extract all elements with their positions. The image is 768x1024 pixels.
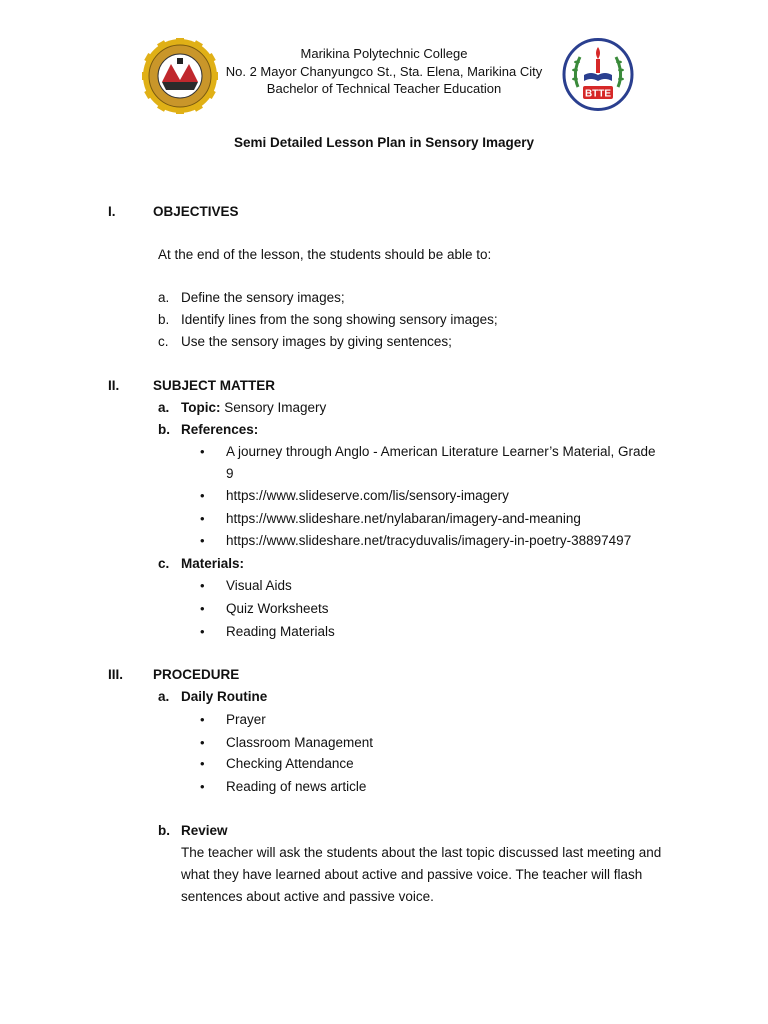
bullet-icon: •: [200, 624, 205, 639]
objective-text: Define the sensory images;: [181, 290, 345, 305]
references-letter: b.: [158, 422, 170, 437]
material-text: Reading Materials: [226, 624, 335, 639]
routine-item: [200, 779, 366, 794]
document-title: Semi Detailed Lesson Plan in Sensory Imagery: [233, 135, 535, 150]
reference-item: [200, 444, 656, 459]
college-name: Marikina Polytechnic College: [300, 46, 468, 61]
section-numeral-subject-matter: II.: [108, 378, 120, 393]
bullet-icon: •: [200, 601, 205, 616]
section-heading-subject-matter: SUBJECT MATTER: [153, 378, 276, 393]
objective-item: [158, 334, 452, 349]
materials-row: [158, 556, 244, 571]
materials-letter: c.: [158, 556, 170, 571]
objectives-intro: At the end of the lesson, the students should be able to:: [158, 247, 492, 262]
bullet-icon: •: [200, 533, 205, 548]
routine-item: [200, 756, 354, 771]
objective-item: [158, 312, 498, 327]
references-row: [158, 422, 258, 437]
routine-text: Reading of news article: [226, 779, 367, 794]
references-label: References:: [181, 422, 259, 437]
bullet-icon: •: [200, 488, 205, 503]
reference-link: https://www.slideshare.net/nylabaran/imagery-and-meaning: [226, 511, 581, 526]
reference-link: https://www.slideserve.com/lis/sensory-imagery: [226, 488, 509, 503]
objective-letter: c.: [158, 334, 169, 349]
bullet-icon: •: [200, 779, 205, 794]
reference-continuation: 9: [226, 466, 234, 481]
review-line: The teacher will ask the students about the last topic discussed last meeting and: [181, 845, 662, 860]
routine-text: Classroom Management: [226, 735, 374, 750]
routine-label: Daily Routine: [181, 689, 268, 704]
objective-letter: b.: [158, 312, 170, 327]
topic-row: [158, 400, 326, 415]
reference-link: https://www.slideshare.net/tracyduvalis/imagery-in-poetry-38897497: [226, 533, 632, 548]
daily-routine-row: [158, 689, 267, 704]
routine-text: Checking Attendance: [226, 756, 354, 771]
bullet-icon: •: [200, 511, 205, 526]
bullet-icon: •: [200, 712, 205, 727]
review-label: Review: [181, 823, 228, 838]
program-name: Bachelor of Technical Teacher Education: [266, 81, 502, 96]
bullet-icon: •: [200, 756, 205, 771]
topic-label: Topic:: [181, 400, 221, 415]
materials-label: Materials:: [181, 556, 245, 571]
objective-letter: a.: [158, 290, 170, 305]
reference-item: [200, 533, 631, 548]
material-item: [200, 624, 335, 639]
material-text: Quiz Worksheets: [226, 601, 329, 616]
objective-text: Use the sensory images by giving sentences;: [181, 334, 452, 349]
routine-letter: a.: [158, 689, 170, 704]
reference-text: A journey through Anglo - American Literature Learner’s Material, Grade: [226, 444, 656, 459]
section-numeral-procedure: III.: [108, 667, 124, 682]
btte-logo-text: BTTE: [584, 88, 612, 100]
review-letter: b.: [158, 823, 170, 838]
review-row: [158, 823, 228, 838]
bullet-icon: •: [200, 735, 205, 750]
material-item: [200, 601, 329, 616]
topic-value: Sensory Imagery: [224, 400, 327, 415]
reference-item: [200, 488, 509, 503]
reference-item: [200, 511, 581, 526]
bullet-icon: •: [200, 578, 205, 593]
bullet-icon: •: [200, 444, 205, 459]
college-address: No. 2 Mayor Chanyungco St., Sta. Elena, Marikina City: [225, 64, 543, 79]
routine-item: [200, 712, 266, 727]
routine-item: [200, 735, 373, 750]
review-line: sentences about active and passive voice.: [181, 889, 434, 904]
material-item: [200, 578, 292, 593]
topic-letter: a.: [158, 400, 170, 415]
section-numeral-objectives: I.: [108, 204, 116, 219]
review-line: what they have learned about active and passive voice. The teacher will flash: [181, 867, 643, 882]
objective-text: Identify lines from the song showing sensory images;: [181, 312, 498, 327]
objective-item: [158, 290, 345, 305]
section-heading-procedure: PROCEDURE: [153, 667, 240, 682]
routine-text: Prayer: [226, 712, 266, 727]
section-heading-objectives: OBJECTIVES: [153, 204, 239, 219]
material-text: Visual Aids: [226, 578, 292, 593]
